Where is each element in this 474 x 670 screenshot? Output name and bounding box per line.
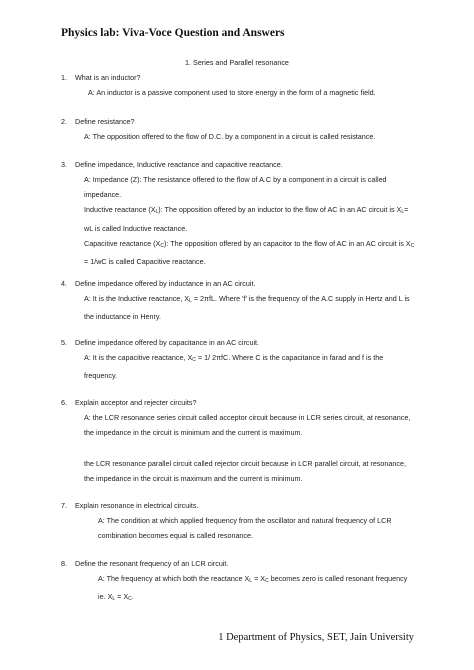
- answer-1: [88, 85, 418, 100]
- answer-blank-line: [84, 440, 415, 455]
- answer-line: A: An inductor is a passive component used to store energy in the form of a magnetic field.: [88, 88, 376, 97]
- question-text: Define the resonant frequency of an LCR circuit.: [75, 559, 229, 568]
- answer-6: [84, 410, 415, 486]
- question-text: What is an inductor?: [75, 73, 141, 82]
- answer-line: ie. $X_L = X_C$.: [98, 592, 134, 603]
- answer-line: Capacitive reactance $(X_C)$: The opposition offered by an capacitor to the flow of AC in an AC circuit is $X_C$: [84, 238, 415, 249]
- question-number: 5.: [61, 338, 67, 347]
- section-heading: 1. Series and Parallel resonance: [185, 58, 289, 67]
- answer-line: = 1/wC is called Capacitive reactance.: [84, 257, 206, 267]
- answer-line: wL is called Inductive reactance.: [84, 223, 188, 233]
- answer-5: [84, 350, 415, 383]
- question-number: 3.: [61, 160, 67, 169]
- answer-line: the inductance in Henry.: [84, 312, 161, 322]
- answer-2: [84, 129, 414, 144]
- answer-line: A: The frequency at which both the reactance $X_L = X_C$ becomes zero is called resonant frequency: [98, 574, 408, 584]
- question-text: Define impedance, Inductive reactance and capacitive reactance.: [75, 160, 283, 169]
- question-3: [61, 160, 283, 169]
- answer-line: A: The opposition offered to the flow of D.C. by a component in a circuit is called resistance.: [84, 132, 376, 141]
- answer-3: [84, 172, 415, 269]
- document-title: Physics lab: Viva-Voce Question and Answers: [61, 27, 285, 39]
- question-7: [61, 501, 198, 510]
- answer-line: combination becomes equal is called resonance.: [98, 531, 254, 541]
- answer-line: Inductive reactance $(X_L)$: The opposition offered by an inductor to the flow of AC in an AC circuit is $X_L=$: [84, 205, 409, 216]
- answer-line: A: It is the capacitive reactance, $X_C = 1/$ 2πfC. Where C is the capacitance in farad and f is the: [84, 353, 384, 363]
- question-number: 4.: [61, 279, 67, 288]
- answer-line: the impedance in the circuit is maximum and the current is minimum.: [84, 473, 303, 483]
- answer-line: the LCR resonance parallel circuit called rejector circuit because in LCR parallel circuit, at resonance,: [84, 458, 406, 468]
- question-text: Define impedance offered by capacitance in an AC circuit.: [75, 338, 260, 347]
- question-text: Define resistance?: [75, 117, 135, 126]
- question-5: [61, 338, 259, 347]
- question-1: [61, 73, 141, 82]
- answer-4: [84, 291, 415, 324]
- answer-line: impedance.: [84, 190, 122, 200]
- answer-line: A: the LCR resonance series circuit called acceptor circuit because in LCR series circuit, at resonance,: [84, 413, 411, 422]
- question-number: 6.: [61, 398, 67, 407]
- answer-line: the impedance in the circuit is minimum and the current is maximum.: [84, 428, 303, 438]
- question-text: Explain acceptor and rejecter circuits?: [75, 398, 197, 407]
- question-8: [61, 559, 228, 568]
- question-number: 8.: [61, 559, 67, 568]
- answer-line: A: Impedance (Z): The resistance offered to the flow of A.C by a component in a circuit is called: [84, 175, 387, 184]
- answer-line: frequency.: [84, 371, 118, 381]
- question-number: 2.: [61, 117, 67, 126]
- question-6: [61, 398, 196, 407]
- question-text: Define impedance offered by inductance in an AC circuit.: [75, 279, 256, 288]
- answer-8: [98, 571, 416, 607]
- answer-7: [98, 513, 416, 543]
- answer-line: A: It is the Inductive reactance, $X_L = 2\pi fL$. Where 'f' is the frequency of the A.C supply in Hertz and L is: [84, 294, 410, 304]
- page-footer: 1 Department of Physics, SET, Jain University: [218, 632, 414, 643]
- question-2: [61, 117, 135, 126]
- question-text: Explain resonance in electrical circuits.: [75, 501, 199, 510]
- question-number: 7.: [61, 501, 67, 510]
- question-number: 1.: [61, 73, 67, 82]
- question-4: [61, 279, 255, 288]
- answer-line: A: The condition at which applied frequency from the oscillator and natural frequency of LCR: [98, 516, 392, 525]
